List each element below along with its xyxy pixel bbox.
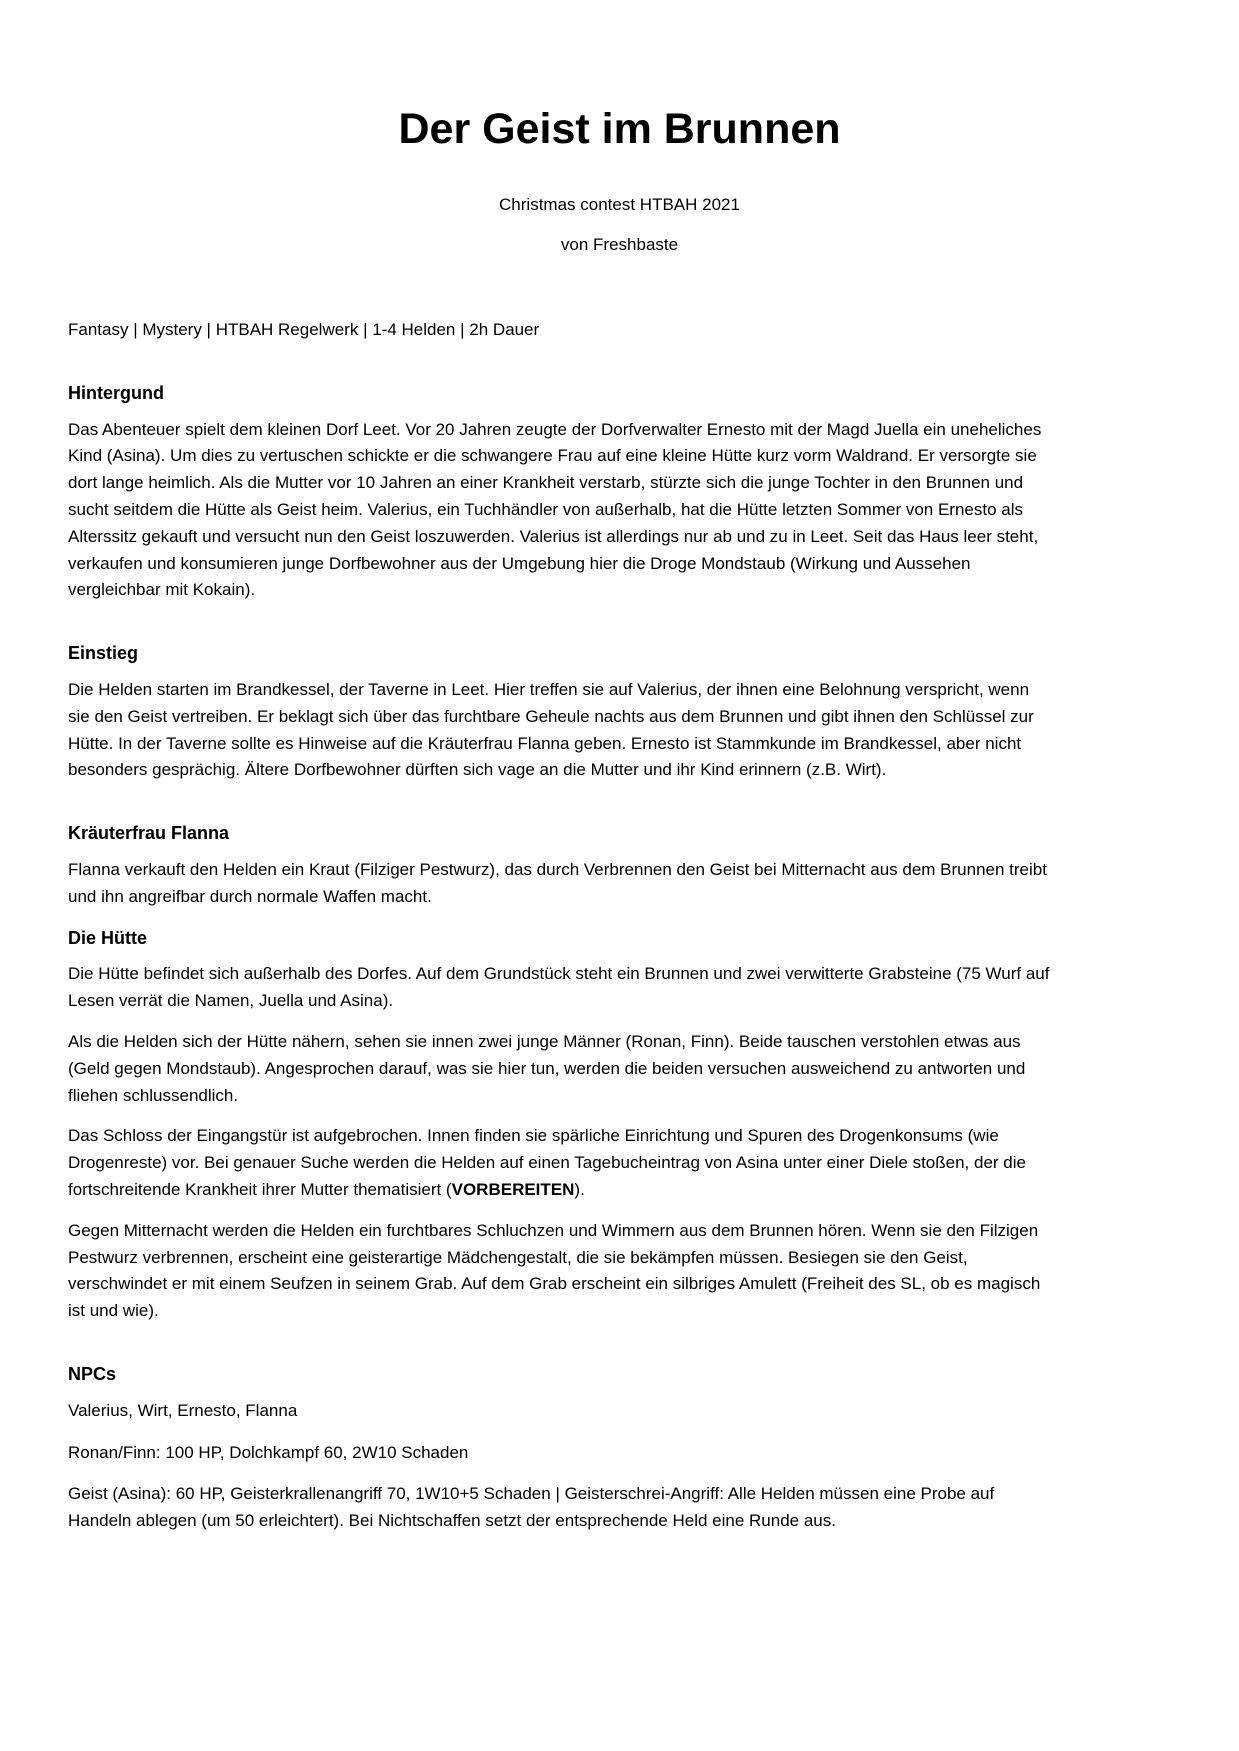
heading-npcs: NPCs bbox=[68, 1363, 117, 1384]
heading-kraeuterfrau-flanna: Kräuterfrau Flanna bbox=[68, 823, 230, 844]
npc-list-line: Valerius, Wirt, Ernesto, Flanna bbox=[68, 1400, 298, 1420]
heading-die-huette: Die Hütte bbox=[68, 927, 148, 948]
npc-ronan-finn-stats: Ronan/Finn: 100 HP, Dolchkampf 60, 2W10 Schaden bbox=[68, 1442, 469, 1462]
paragraph-die-huette-3 bbox=[68, 1123, 1053, 1203]
section-npcs bbox=[68, 1361, 1171, 1535]
section-hintergrund bbox=[68, 380, 1171, 604]
paragraph-die-huette-2: Als die Helden sich der Hütte nähern, sehen sie innen zwei junge Männer (Ronan, Finn). Beide tauschen verstohlen etwas aus (Geld gegen Mondstaub). Angesprochen darauf, was sie hier tun, werden die beiden versuchen ausweichend zu antworten und fliehen schlussendlich. bbox=[68, 1031, 1026, 1105]
paragraph-die-huette-1: Die Hütte befindet sich außerhalb des Dorfes. Auf dem Grundstück steht ein Brunnen und zwei verwitterte Grabsteine (75 Wurf auf Lesen verrät die Namen, Juella und Asina). bbox=[68, 964, 1050, 1011]
section-die-huette bbox=[68, 925, 1171, 1325]
vorbereiten-emphasis: VORBEREITEN bbox=[451, 1179, 575, 1199]
paragraph-die-huette-4: Gegen Mitternacht werden die Helden ein furchtbares Schluchzen und Wimmern aus dem Brunnen hören. Wenn sie den Filzigen Pestwurz verbrennen, erscheint eine geisterartige Mädchengestalt, die sie bekämpfen müssen. Besiegen sie den Geist, verschwindet er mit einem Seufzen in seinem Grab. Auf dem Grab erscheint ein silbriges Amulett (Freiheit des SL, ob es magisch ist und wie). bbox=[68, 1220, 1041, 1321]
section-kraeuterfrau-flanna bbox=[68, 820, 1171, 910]
heading-hintergrund: Hintergund bbox=[68, 382, 164, 403]
paragraph-hintergrund-1: Das Abenteuer spielt dem kleinen Dorf Leet. Vor 20 Jahren zeugte der Dorfverwalter Ernesto mit der Magd Juella ein uneheliches Kind (Asina). Um dies zu vertuschen schickte er die schwangere Frau auf eine kleine Hütte kurz vorm Waldrand. Er versorgte sie dort lange heimlich. Als die Mutter vor 10 Jahren an einer Krankheit verstarb, stürzte sich die junge Tochter in den Brunnen und sucht seitdem die Hütte als Geist heim. Valerius, ein Tuchhändler von außerhalb, hat die Hütte letzten Sommer von Ernesto als Alterssitz gekauft und versucht nun den Geist loszuwerden. Valerius ist allerdings nur ab und zu in Leet. Seit das Haus leer steht, verkaufen und konsumieren junge Dorfbewohner aus der Umgebung hier die Droge Mondstaub (Wirkung und Aussehen vergleichbar mit Kokain). bbox=[68, 419, 1042, 600]
paragraph-die-huette-3-closing: ). bbox=[574, 1179, 585, 1199]
paragraph-kraeuterfrau-flanna-1: Flanna verkauft den Helden ein Kraut (Filziger Pestwurz), das durch Verbrennen den Geist bei Mitternacht aus dem Brunnen treibt und ihn angreifbar durch normale Waffen macht. bbox=[68, 859, 1047, 906]
heading-einstieg: Einstieg bbox=[68, 643, 139, 664]
document-title: Der Geist im Brunnen bbox=[398, 105, 841, 153]
npc-geist-asina-stats: Geist (Asina): 60 HP, Geisterkrallenangriff 70, 1W10+5 Schaden | Geisterschrei-Angriff: Alle Helden müssen eine Probe auf Handeln ablegen (um 50 erleichtert). Bei Nichtschaffen setzt der entsprechende Held eine Runde aus. bbox=[68, 1484, 995, 1531]
paragraph-die-huette-3-text: Das Schloss der Eingangstür ist aufgebrochen. Innen finden sie spärliche Einrichtung und Spuren des Drogenkonsums (wie Drogenreste) vor. Bei genauer Suche werden die Helden auf einen Tagebucheintrag von Asina unter einer Diele stoßen, der die fortschreitende Krankheit ihrer Mutter thematisiert ( bbox=[68, 1126, 1026, 1199]
subtitle-contest: Christmas contest HTBAH 2021 bbox=[499, 195, 740, 215]
section-einstieg bbox=[68, 640, 1171, 784]
paragraph-einstieg-1: Die Helden starten im Brandkessel, der Taverne in Leet. Hier treffen sie auf Valerius, der ihnen eine Belohnung verspricht, wenn sie den Geist vertreiben. Er beklagt sich über das furchtbare Geheule nachts aus dem Brunnen und gibt ihnen den Schlüssel zur Hütte. In der Taverne sollte es Hinweise auf die Kräuterfrau Flanna geben. Ernesto ist Stammkunde im Brandkessel, aber nicht besonders gesprächig. Ältere Dorfbewohner dürften sich vage an die Mutter und ihr Kind erinnern (z.B. Wirt). bbox=[68, 680, 1034, 780]
subtitle-author: von Freshbaste bbox=[560, 235, 679, 255]
meta-tags-line: Fantasy | Mystery | HTBAH Regelwerk | 1-4 Helden | 2h Dauer bbox=[68, 320, 540, 340]
